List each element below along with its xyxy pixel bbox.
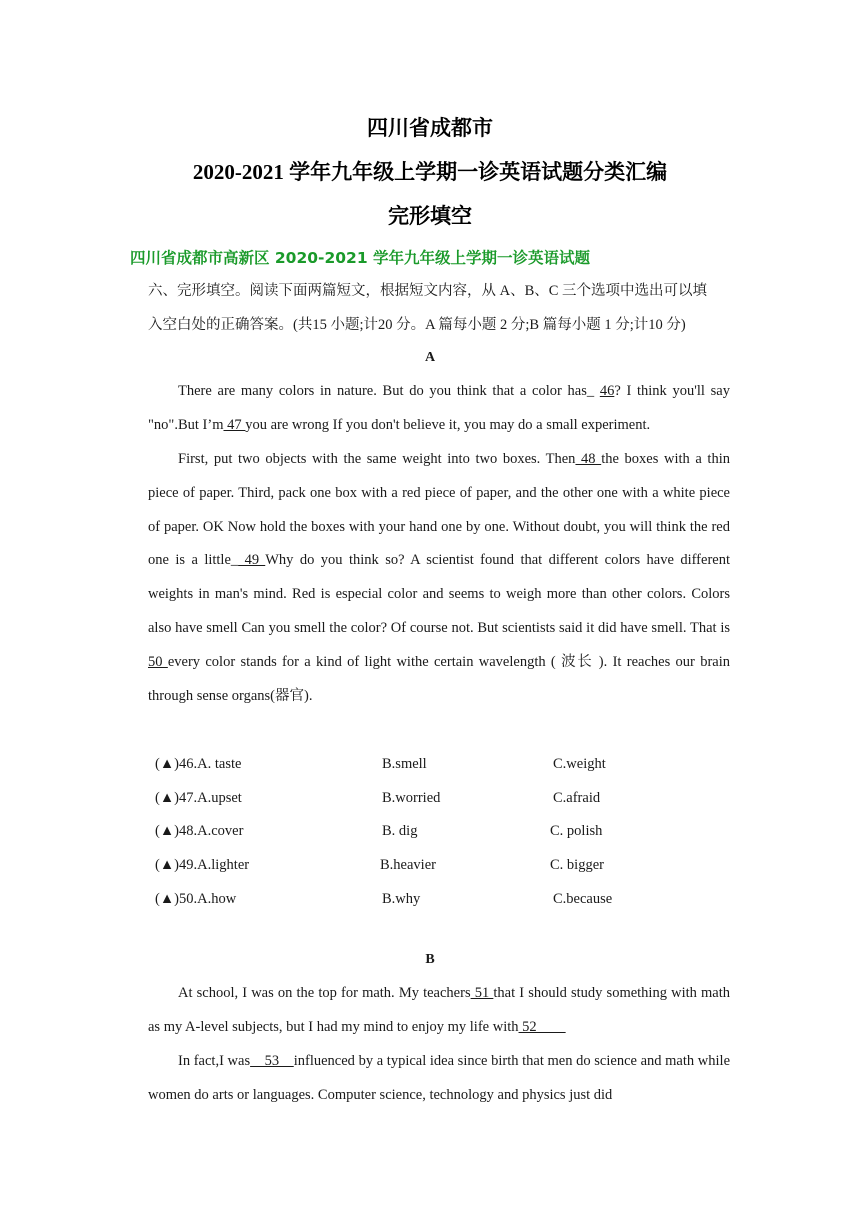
option-b: B. dig: [382, 823, 418, 839]
section-heading: 四川省成都市高新区 2020-2021 学年九年级上学期一诊英语试题: [130, 249, 591, 267]
blank-51: 51: [470, 985, 494, 1001]
instruction-line-2: 入空白处的正确答案。(共15 小题;计20 分。A 篇每小题 2 分;B 篇每小题 1 分;计10 分): [148, 317, 686, 333]
option-a: (▲)48.A.cover: [155, 823, 244, 839]
option-c: C. polish: [550, 823, 603, 839]
passage-b-paragraph-2: [148, 1045, 730, 1113]
option-a: (▲)49.A.lighter: [155, 857, 250, 873]
option-a: (▲)50.A.how: [155, 891, 237, 907]
text: First, put two objects with the same weight into two boxes. Then: [178, 451, 576, 467]
text: Why do you think so? A scientist found that different colors have different weights in man's mind. Red is especial color and seems to weigh more than other colors. Colors also have smell Can you smell the color? Of course not. But scientists said it did have smell. That is: [148, 552, 730, 636]
doc-title-line3: 完形填空: [388, 204, 472, 228]
blank-52: 52: [518, 1018, 566, 1035]
blank-53: 53: [250, 1053, 294, 1069]
passage-a-paragraph-1: [148, 375, 730, 443]
text: every color stands for a kind of light withe certain wavelength ( 波长 ). It reaches our brain through sense organs(器官).: [148, 653, 731, 704]
blank-46: 46: [599, 383, 615, 399]
option-b: B.why: [382, 891, 421, 907]
text: influenced by a typical idea since birth that men do science and math while women do arts or languages. Computer science, technology and physics just did: [148, 1053, 731, 1103]
option-c: C.weight: [553, 756, 606, 772]
doc-title-line2: 2020-2021 学年九年级上学期一诊英语试题分类汇编: [192, 160, 668, 184]
option-b: B.heavier: [380, 857, 436, 873]
blank-50: 50: [148, 653, 168, 670]
option-a: (▲)47.A.upset: [155, 790, 242, 806]
option-a: (▲)46.A. taste: [155, 756, 242, 772]
option-b: B.smell: [382, 756, 427, 772]
option-b: B.worried: [382, 790, 441, 806]
passage-a-paragraph-2: [148, 443, 730, 713]
text: At school, I was on the top for math. My teachers: [178, 985, 471, 1001]
blank-48: 48: [575, 451, 602, 467]
option-c: C. bigger: [550, 857, 604, 873]
text: ? I think you'll say "no".But I’m: [148, 383, 730, 433]
text: There are many colors in nature. But do you think that a color has_: [178, 383, 600, 399]
blank-47: 47: [223, 416, 246, 433]
passage-b-paragraph-1: [148, 977, 730, 1045]
text: you are wrong If you don't believe it, you may do a small experiment.: [245, 416, 651, 433]
passage-a-label: A: [424, 350, 436, 365]
text: that I should study something with math as my A-level subjects, but I had my mind to enjoy my life with: [148, 985, 731, 1035]
text: the boxes with a thin piece of paper. Third, pack one box with a red piece of paper, and the other one with a white piece of paper. OK Now hold the boxes with your hand one by one. Without doubt, you will think the red one is a little_: [148, 451, 730, 569]
passage-b-label: B: [425, 952, 435, 967]
option-c: C.because: [553, 891, 613, 907]
blank-49: 49: [238, 552, 266, 569]
doc-title-line1: 四川省成都市: [367, 116, 493, 140]
option-c: C.afraid: [553, 790, 601, 806]
text: In fact,I was: [178, 1053, 251, 1069]
instruction-line-1: 六、完形填空。阅读下面两篇短文，根据短文内容，从 A、B、C 三个选项中选出可以填: [148, 283, 708, 299]
